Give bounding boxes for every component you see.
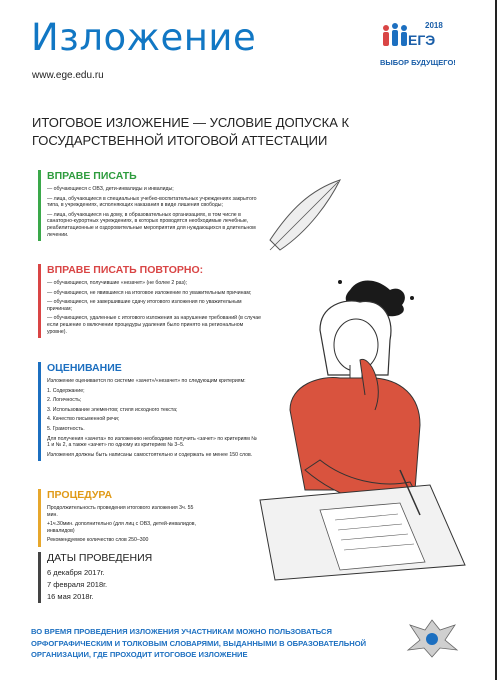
procedure-duration: Продолжительность проведения итогового изложения 3ч. 55 мин. bbox=[47, 505, 194, 518]
list-item: — лица, обучающиеся в специальных учебно-воспитательных учреждениях закрытого типа, в учреждениях, исполняющих наказания в виде лишения свободы; bbox=[47, 195, 257, 209]
section-right-to-rewrite bbox=[38, 264, 262, 338]
logo-slogan: ВЫБОР БУДУЩЕГО! bbox=[380, 58, 456, 67]
footer-notice: ВО ВРЕМЯ ПРОВЕДЕНИЯ ИЗЛОЖЕНИЯ УЧАСТНИКАМ МОЖНО ПОЛЬЗОВАТЬСЯ ОРФОГРАФИЧЕСКИМ И ТОЛКОВЫМ СЛОВАРЯМИ, ВЫДАННЫМИ В ОБРАЗОВАТЕЛЬНОЙ ОРГАНИЗАЦИИ, ГДЕ ПРОХОДИТ ИТОГОВОЕ ИЗЛОЖЕНИЕ bbox=[31, 627, 367, 659]
evaluation-intro: Изложение оценивается по системе «зачет»/«незачет» по следующим критериям: bbox=[47, 378, 246, 384]
student-writing-illustration bbox=[250, 170, 480, 590]
criterion-item: 2. Логичность; bbox=[47, 397, 82, 404]
page-title: Изложение bbox=[31, 16, 257, 59]
date-item: 7 февраля 2018г. bbox=[47, 580, 108, 589]
list-item: — обучающиеся, удаленные с итогового изложения за нарушение требований (в случае если решение о включении процедуры удаления было принято на региональном уровне). bbox=[47, 315, 262, 335]
evaluation-rule: Для получения «зачета» по изложению необходимо получить «зачет» по критериям № 1 и № 2, а также «зачет» по одному из критериев № 3–5. bbox=[47, 435, 257, 449]
criterion-item: 3. Использование элементов; стиля исходного текста; bbox=[47, 406, 178, 413]
section-title: ПРОЦЕДУРА bbox=[47, 489, 113, 501]
site-url[interactable]: www.ege.edu.ru bbox=[32, 70, 104, 81]
list-item: — обучающиеся, не завершившие сдачу итогового изложения по уважительным причинам; bbox=[47, 299, 242, 312]
logo-figures-icon bbox=[383, 23, 407, 46]
list-item: — обучающиеся, не явившиеся на итоговое изложение по уважительным причинам; bbox=[47, 289, 252, 296]
section-title: ДАТЫ ПРОВЕДЕНИЯ bbox=[47, 552, 153, 564]
procedure-words: Рекомендуемое количество слов 250–300 bbox=[47, 537, 149, 544]
procedure-extra: +1ч.30мин. дополнительно (для лиц с ОВЗ, детей-инвалидов, инвалидов) bbox=[47, 521, 196, 534]
section-title: ВПРАВЕ ПИСАТЬ ПОВТОРНО: bbox=[47, 264, 204, 276]
section-right-to-write bbox=[38, 170, 262, 241]
criterion-item: 1. Содержание; bbox=[47, 387, 85, 394]
emblem-icon bbox=[405, 615, 460, 660]
date-item: 6 декабря 2017г. bbox=[47, 568, 105, 577]
section-title: ОЦЕНИВАНИЕ bbox=[47, 362, 122, 374]
section-title: ВПРАВЕ ПИСАТЬ bbox=[47, 170, 137, 182]
list-item: — обучающиеся с ОВЗ, дети-инвалиды и инвалиды; bbox=[47, 186, 174, 192]
list-item: — обучающиеся, получившие «незачет» (не более 2 раз); bbox=[47, 280, 187, 286]
section-dates bbox=[38, 552, 152, 603]
evaluation-note: Изложения должны быть написаны самостоятельно и содержать не менее 150 слов. bbox=[47, 451, 253, 458]
criterion-item: 4. Качество письменной речи; bbox=[47, 416, 120, 423]
list-item: — лица, обучающиеся на дому, в образовательных организациях, в том числе в санаторно-курортных учреждениях, в которых проводятся необходимые лечебные, реабилитационные и оздоровительные мероприятия для нуждающихся в длительном лечении. bbox=[47, 211, 256, 238]
section-evaluation bbox=[38, 362, 257, 461]
section-procedure bbox=[38, 489, 197, 547]
criterion-item: 5. Грамотность. bbox=[47, 425, 85, 432]
logo-text: ЕГЭ bbox=[408, 32, 436, 48]
student-figure bbox=[290, 301, 420, 504]
quill-icon bbox=[270, 180, 340, 250]
logo-year: 2018 bbox=[425, 21, 443, 30]
date-item: 16 мая 2018г. bbox=[47, 592, 94, 601]
headline: ИТОГОВОЕ ИЗЛОЖЕНИЕ — УСЛОВИЕ ДОПУСКА К ГОСУДАРСТВЕННОЙ ИТОГОВОЙ АТТЕСТАЦИИ bbox=[32, 115, 350, 148]
